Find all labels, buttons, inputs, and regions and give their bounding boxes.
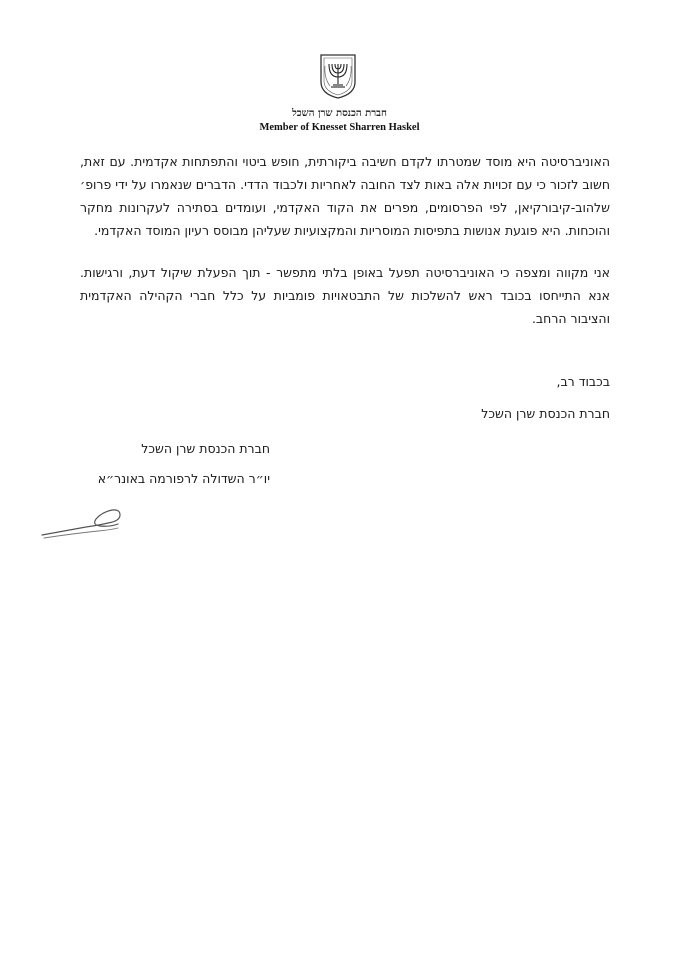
letterhead-name-english: Member of Knesset Sharren Haskel (259, 122, 420, 133)
handwritten-signature (40, 505, 126, 541)
body-paragraph-2: אני מקווה ומצפה כי האוניברסיטה תפעל באופן בלתי מתפשר - תוך הפעלת שיקול דעת, ורגישות. אנא התייחסו בכובד ראש להשלכות של התבטאויות פומביות על כלל חברי הקהילה האקדמית והציבור הרחב. (80, 265, 610, 326)
closing-greeting: בכבוד רב, (556, 374, 610, 389)
menorah-emblem-icon (318, 52, 358, 100)
signature-role: יו״ר השדולה לרפורמה באונר״א (97, 471, 270, 486)
signature-title: חברת הכנסת שרן השכל (141, 441, 270, 456)
body-paragraph-1: האוניברסיטה היא מוסד שמטרתו לקדם חשיבה ביקורתית, חופש ביטוי והתפתחות אקדמית. עם זאת, חשוב לזכור כי עם זכויות אלה באות לצד החובה לאחריות ולכבוד הדדי. הדברים שנאמרו על ידי פרופ׳ שלהוב-קיבורקיאן, לפי הפרסומים, מפרים את הקוד האקדמי, ועומדים בסתירה לעקרונות מחקר והוכחות. היא פוגעת אנושות בתפיסות המוסריות והמקצועיות שעליהן מבוסס רעיון המוסד האקדמי. (80, 154, 610, 238)
closing-name: חברת הכנסת שרן השכל (481, 406, 610, 421)
letterhead-name-hebrew: חברת הכנסת שרן השכל (292, 108, 387, 119)
letter-body (80, 150, 610, 349)
